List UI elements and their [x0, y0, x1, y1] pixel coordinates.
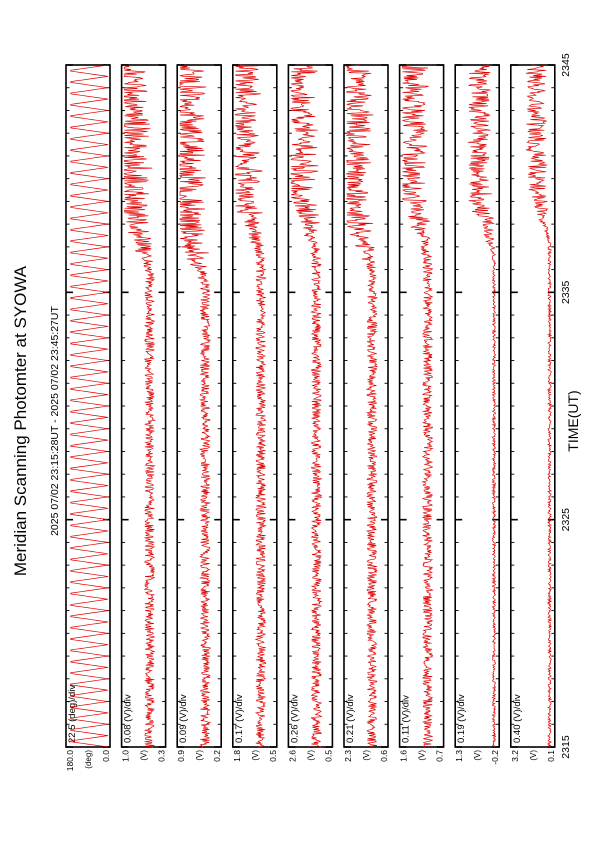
panel-8	[454, 65, 500, 765]
x-tick-label: 2345	[559, 53, 572, 77]
panel-scale-label: 0.11 (V)/div	[400, 695, 412, 743]
panel-unit: (V)	[306, 750, 316, 761]
panel-ytick-top: 1.0	[120, 750, 131, 762]
panel-frame	[511, 65, 555, 747]
panel-ytick-top: 2.3	[343, 750, 353, 762]
panel-ytick-bottom: 0.5	[267, 750, 278, 762]
panel-trace	[180, 65, 210, 747]
panel-trace	[291, 65, 321, 747]
panel-ytick-bottom: 0.0	[101, 750, 111, 762]
panel-scale-label: 0.26 (V)/div	[289, 694, 301, 743]
x-axis-label: TIME(UT)	[565, 390, 581, 452]
panel-ytick-bottom: 0.2	[212, 750, 223, 762]
panel-1	[65, 65, 111, 771]
panel-ytick-top: 3.2	[509, 750, 520, 762]
panel-trace	[402, 65, 432, 747]
time-range-label: 2025 07/02 23:15:28UT - 2025 07/02 23:45:27UT	[49, 306, 61, 536]
rotated-chart-group	[11, 53, 581, 771]
panel-ytick-bottom: -0.2	[490, 750, 501, 765]
panel-unit: (V)	[250, 750, 260, 761]
panel-ytick-top: 0.9	[176, 750, 187, 762]
panel-ytick-top: 1.8	[231, 750, 242, 762]
panel-3	[176, 65, 222, 762]
panel-scale-label: 22.5 (deg)/div	[67, 684, 78, 743]
panel-ytick-bottom: 0.7	[434, 750, 445, 762]
panel-9	[510, 65, 556, 762]
panel-stack	[65, 65, 556, 771]
panel-frame	[66, 65, 110, 747]
panel-scale-label: 0.08 (V)/div	[122, 694, 134, 743]
panel-unit: (V)	[473, 750, 483, 761]
panel-scale-label: 0.09 (V)/div	[178, 694, 190, 743]
panel-unit: (V)	[417, 750, 427, 761]
panel-trace	[347, 65, 377, 747]
panel-4	[232, 65, 278, 762]
panel-frame	[455, 65, 499, 747]
panel-trace	[468, 65, 496, 747]
panel-trace	[71, 65, 108, 747]
panel-trace	[124, 65, 154, 747]
panel-unit: (V)	[195, 750, 205, 761]
panel-2	[121, 65, 167, 762]
panel-ytick-top: 2.6	[287, 750, 298, 762]
x-tick-label: 2315	[559, 735, 572, 759]
panel-trace	[526, 65, 551, 747]
panel-frame	[288, 65, 332, 747]
panel-unit: (V)	[528, 750, 538, 761]
panel-5	[287, 65, 333, 762]
panel-6	[343, 65, 389, 762]
panel-ytick-bottom: 0.1	[545, 750, 556, 762]
panel-scale-label: 0.19 (V)/div	[456, 694, 468, 743]
panel-frame	[344, 65, 388, 747]
panel-scale-label: 0.40 (V)/div	[511, 694, 523, 743]
panel-ytick-bottom: 0.3	[156, 750, 167, 762]
panel-scale-label: 0.17 (V)/div	[233, 694, 245, 743]
panel-unit: (deg)	[84, 750, 93, 769]
panel-ytick-bottom: 0.5	[323, 750, 334, 762]
chart-title: Meridian Scanning Photomter at SYOWA	[11, 265, 30, 577]
panel-trace	[233, 65, 266, 747]
x-tick-label: 2335	[559, 280, 572, 305]
x-tick-label: 2325	[559, 507, 572, 532]
panel-7	[399, 65, 445, 762]
panel-frame	[177, 65, 221, 747]
panel-ytick-top: 1.3	[454, 750, 465, 762]
panel-scale-label: 0.21 (V)/div	[345, 694, 356, 743]
panel-ytick-bottom: 0.6	[379, 750, 389, 762]
panel-unit: (V)	[362, 750, 371, 761]
panel-ytick-top: 1.6	[398, 750, 409, 762]
panel-ytick-top: 180.0	[65, 750, 75, 772]
panel-unit: (V)	[139, 750, 149, 761]
